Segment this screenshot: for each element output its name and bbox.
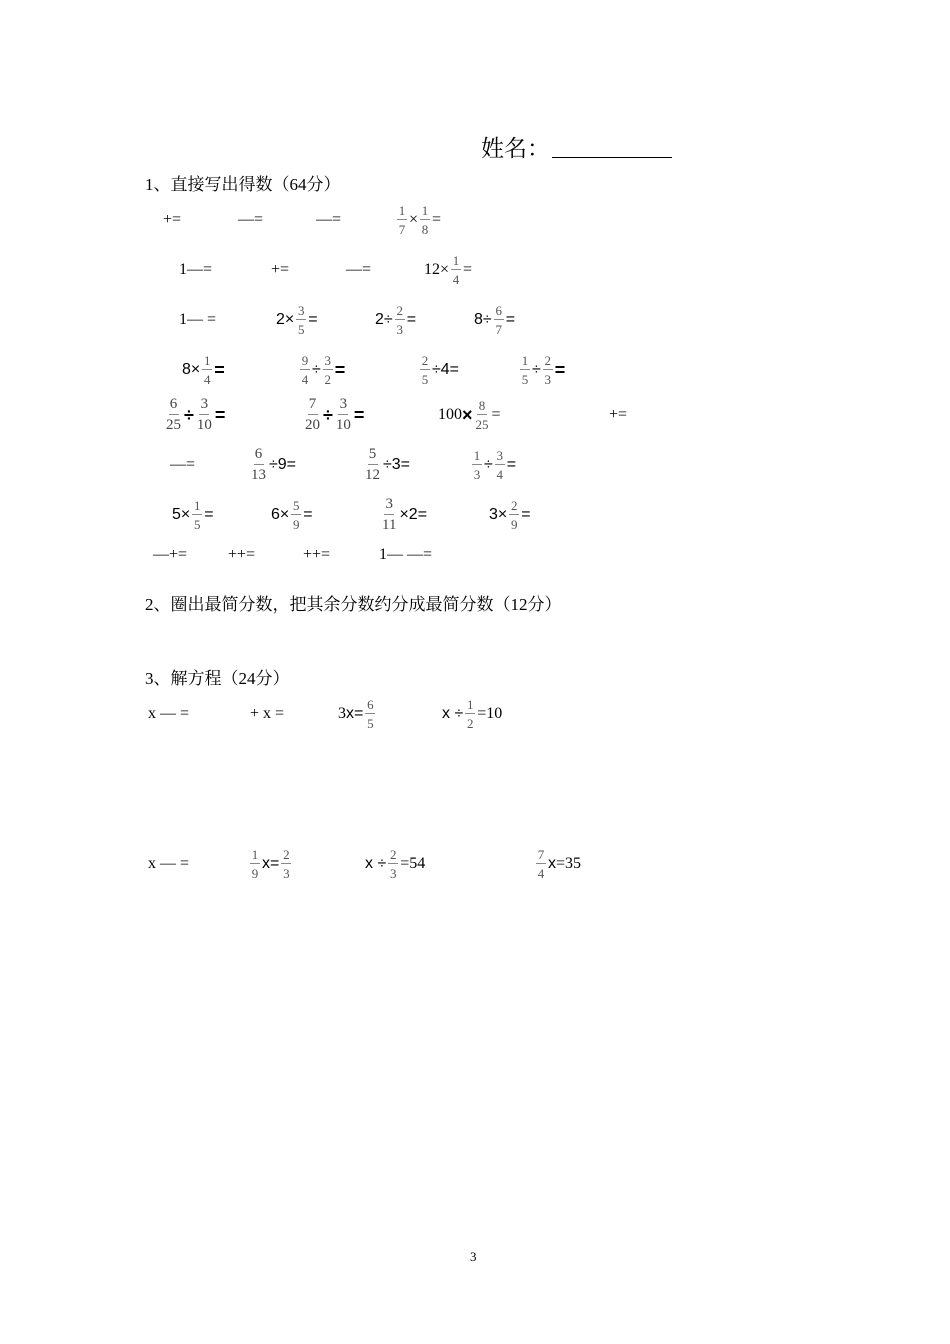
denominator: 9 xyxy=(251,866,259,881)
numerator: 2 xyxy=(511,498,518,513)
section1-problem xyxy=(163,212,181,228)
numerator: 2 xyxy=(283,847,290,862)
denominator: 5 xyxy=(367,716,374,731)
fraction xyxy=(335,397,352,433)
fraction xyxy=(475,399,490,431)
denominator: 4 xyxy=(452,272,460,287)
expression-text: 1—= xyxy=(179,261,213,278)
expression-text: 100 xyxy=(438,406,462,423)
expression-text: ++= xyxy=(228,546,256,563)
expression-text: 3× xyxy=(489,506,508,523)
expression-text: —= xyxy=(238,211,264,228)
page-number: 3 xyxy=(470,1249,477,1264)
expression-text: ÷9= xyxy=(269,456,297,473)
expression-text: x ÷ xyxy=(442,705,464,722)
denominator: 5 xyxy=(421,372,429,387)
fraction xyxy=(196,397,213,433)
name-blank-line[interactable] xyxy=(552,157,672,158)
section1-problem xyxy=(379,497,427,533)
expression-text: + x = xyxy=(250,705,285,722)
fraction xyxy=(543,354,553,386)
numerator: 7 xyxy=(308,397,318,415)
section1-problem xyxy=(424,254,472,286)
numerator: 3 xyxy=(324,353,332,368)
denominator: 4 xyxy=(496,467,504,482)
expression-text: += xyxy=(163,211,182,228)
expression-text: —= xyxy=(170,456,196,473)
numerator: 1 xyxy=(204,353,211,368)
expression-text: 8× xyxy=(182,361,201,378)
expression-text: ÷3= xyxy=(383,456,411,473)
expression-text: x — = xyxy=(148,855,190,872)
numerator: 8 xyxy=(478,398,486,413)
numerator: 3 xyxy=(384,497,394,515)
denominator: 7 xyxy=(495,322,502,337)
fraction xyxy=(381,497,397,533)
numerator: 3 xyxy=(338,397,348,415)
numerator: 2 xyxy=(396,303,403,318)
fraction xyxy=(365,698,375,730)
fraction xyxy=(494,304,504,336)
section1-problem xyxy=(362,447,410,483)
numerator: 3 xyxy=(298,303,305,318)
expression-text: x ÷ xyxy=(365,855,387,872)
denominator: 9 xyxy=(293,517,300,532)
denominator: 25 xyxy=(475,417,489,432)
numerator: 6 xyxy=(254,447,264,465)
numerator: 1 xyxy=(194,498,201,513)
section2-heading: 2、圈出最简分数，把其余分数约分成最简分数（12分） xyxy=(145,595,562,614)
numerator: 3 xyxy=(496,448,504,463)
expression-text: ÷ xyxy=(323,405,333,425)
expression-text: 6× xyxy=(271,506,290,523)
section3-problem xyxy=(250,706,284,722)
expression-text: ÷ xyxy=(184,405,194,425)
expression-text: = xyxy=(554,360,566,380)
fraction xyxy=(202,354,212,386)
expression-text: = xyxy=(463,261,473,278)
section3-problem xyxy=(248,848,293,880)
denominator: 3 xyxy=(389,866,397,881)
numerator: 1 xyxy=(421,203,429,218)
expression-text: = xyxy=(505,311,516,328)
fraction xyxy=(300,354,310,386)
expression-text: ÷4= xyxy=(432,361,460,378)
fraction xyxy=(451,254,461,286)
expression-text: = xyxy=(303,506,313,523)
section1-problem xyxy=(489,499,531,531)
section1-problem xyxy=(271,262,289,278)
expression-text: 8÷ xyxy=(474,311,492,328)
fraction xyxy=(165,397,182,433)
section1-problem xyxy=(179,262,212,278)
numerator: 1 xyxy=(398,203,406,218)
section1-problem xyxy=(271,499,313,531)
fraction xyxy=(323,354,333,386)
fraction xyxy=(509,499,519,531)
expression-text: = xyxy=(432,211,442,228)
section1-problem xyxy=(303,547,330,563)
numerator: 1 xyxy=(452,253,460,268)
expression-text: x xyxy=(548,855,556,872)
fraction xyxy=(397,204,407,236)
numerator: 1 xyxy=(466,697,474,712)
section1-problem xyxy=(153,547,187,563)
denominator: 12 xyxy=(365,467,380,483)
fraction xyxy=(192,499,202,531)
expression-text: 2× xyxy=(276,311,295,328)
fraction xyxy=(495,449,505,481)
section1-problem xyxy=(228,547,255,563)
expression-text: x= xyxy=(346,705,364,722)
expression-text: ÷ xyxy=(484,456,493,473)
fraction xyxy=(296,304,306,336)
expression-text: = xyxy=(214,405,226,425)
expression-text: 1— —= xyxy=(379,546,433,563)
expression-text: × xyxy=(462,405,473,425)
expression-text: 2÷ xyxy=(375,311,393,328)
denominator: 9 xyxy=(511,517,518,532)
section1-problem xyxy=(179,312,216,328)
denominator: 4 xyxy=(301,372,309,387)
fraction xyxy=(395,304,405,336)
numerator: 6 xyxy=(495,303,502,318)
numerator: 5 xyxy=(368,447,378,465)
expression-text: += xyxy=(271,261,290,278)
denominator: 3 xyxy=(473,467,481,482)
section1-problem xyxy=(163,397,225,433)
expression-text: =54 xyxy=(400,855,426,872)
expression-text: 1— = xyxy=(179,311,217,328)
numerator: 2 xyxy=(421,353,429,368)
numerator: 6 xyxy=(169,397,179,415)
denominator: 3 xyxy=(544,372,552,387)
section1-problem xyxy=(474,304,515,336)
section1-problem xyxy=(316,212,341,228)
expression-text: ÷ xyxy=(312,361,321,378)
section1-problem xyxy=(170,457,195,473)
expression-text: 12× xyxy=(424,261,450,278)
numerator: 2 xyxy=(544,353,552,368)
section1-problem xyxy=(438,399,501,431)
denominator: 25 xyxy=(166,417,181,433)
numerator: 3 xyxy=(199,397,209,415)
expression-text: —+= xyxy=(153,546,188,563)
numerator: 7 xyxy=(537,847,545,862)
fraction xyxy=(388,848,398,880)
expression-text: = xyxy=(353,405,365,425)
denominator: 3 xyxy=(396,322,403,337)
fraction xyxy=(420,204,430,236)
section1-problem xyxy=(395,204,441,236)
denominator: 20 xyxy=(305,417,320,433)
fraction xyxy=(420,354,430,386)
expression-text: += xyxy=(609,406,628,423)
expression-text: × xyxy=(409,211,419,228)
numerator: 5 xyxy=(293,498,300,513)
fraction xyxy=(520,354,530,386)
expression-text: = xyxy=(334,360,346,380)
expression-text: —= xyxy=(316,211,342,228)
expression-text: = xyxy=(491,406,501,423)
fraction xyxy=(364,447,381,483)
numerator: 6 xyxy=(367,697,374,712)
section1-problem xyxy=(172,499,214,531)
fraction xyxy=(304,397,321,433)
denominator: 8 xyxy=(421,222,429,237)
section1-heading: 1、直接写出得数（64分） xyxy=(145,175,341,194)
denominator: 5 xyxy=(298,322,305,337)
denominator: 3 xyxy=(283,866,290,881)
fraction xyxy=(536,848,546,880)
denominator: 4 xyxy=(204,372,211,387)
section1-problem xyxy=(276,304,318,336)
expression-text: =10 xyxy=(477,705,503,722)
numerator: 2 xyxy=(389,847,397,862)
expression-text: ×2= xyxy=(399,506,428,523)
name-label: 姓名： xyxy=(481,136,550,161)
numerator: 1 xyxy=(521,353,529,368)
denominator: 5 xyxy=(521,372,529,387)
section1-problem xyxy=(609,407,627,423)
denominator: 4 xyxy=(537,866,545,881)
section1-problem xyxy=(518,354,565,386)
expression-text: = xyxy=(521,506,531,523)
section1-problem xyxy=(346,262,371,278)
expression-text: ++= xyxy=(303,546,331,563)
fraction xyxy=(465,698,475,730)
fraction xyxy=(291,499,301,531)
expression-text: = xyxy=(214,360,225,380)
numerator: 1 xyxy=(251,847,259,862)
fraction xyxy=(281,848,291,880)
section3-heading: 3、解方程（24分） xyxy=(145,669,290,688)
expression-text: 5× xyxy=(172,506,191,523)
section3-problem xyxy=(442,698,502,730)
section1-problem xyxy=(418,354,459,386)
denominator: 10 xyxy=(335,417,351,433)
expression-text: = xyxy=(506,456,517,473)
expression-text: 3 xyxy=(338,705,346,722)
section3-problem xyxy=(338,698,377,730)
section3-problem xyxy=(534,848,581,880)
section1-problem xyxy=(298,354,345,386)
expression-text: ÷ xyxy=(532,361,541,378)
expression-text: =35 xyxy=(556,855,582,872)
expression-text: x= xyxy=(262,855,280,872)
fraction xyxy=(472,449,482,481)
expression-text: = xyxy=(308,311,318,328)
expression-text: x — = xyxy=(148,705,190,722)
denominator: 2 xyxy=(466,716,474,731)
fraction xyxy=(250,848,260,880)
fraction xyxy=(250,447,267,483)
section1-problem xyxy=(470,449,516,481)
expression-text: = xyxy=(406,311,417,328)
section1-problem xyxy=(238,212,263,228)
expression-text: —= xyxy=(346,261,372,278)
section1-problem xyxy=(248,447,296,483)
section3-problem xyxy=(148,706,189,722)
denominator: 2 xyxy=(324,372,332,387)
numerator: 1 xyxy=(473,448,481,463)
section1-problem xyxy=(302,397,364,433)
section1-problem xyxy=(379,547,432,563)
denominator: 13 xyxy=(251,467,266,483)
section1-problem xyxy=(182,354,225,386)
expression-text: = xyxy=(204,506,214,523)
numerator: 9 xyxy=(301,353,309,368)
denominator: 7 xyxy=(398,222,406,237)
denominator: 10 xyxy=(196,417,212,433)
section3-problem xyxy=(148,856,189,872)
denominator: 11 xyxy=(382,517,397,533)
section3-problem xyxy=(365,848,425,880)
section1-problem xyxy=(375,304,416,336)
denominator: 5 xyxy=(194,517,201,532)
